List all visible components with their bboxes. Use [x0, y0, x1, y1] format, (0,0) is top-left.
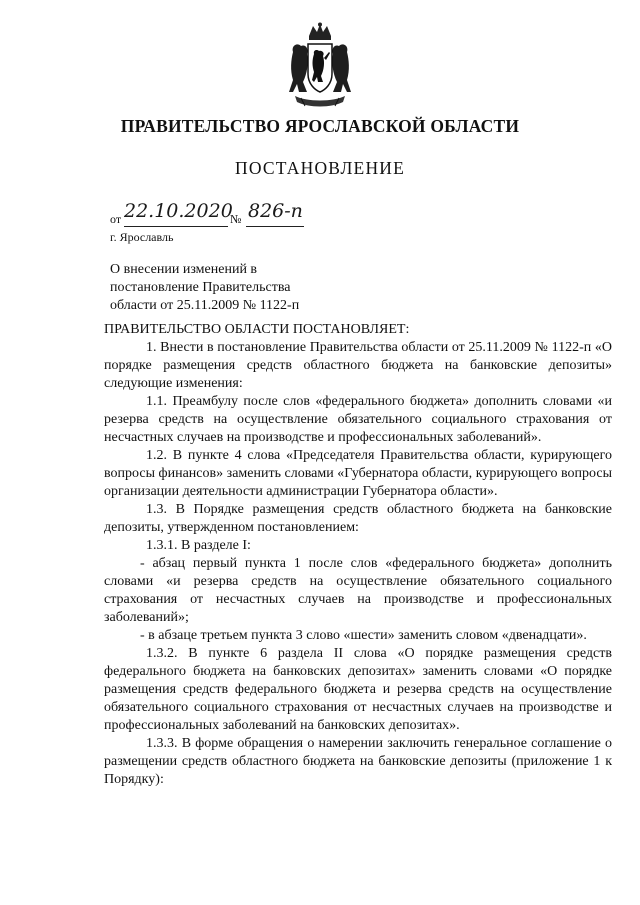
paragraph-1-3-3: 1.3.3. В форме обращения о намерении заключить генеральное соглашение о размещении средств областного бюджета на банковские депозиты (приложение 1 к Порядку): [104, 736, 612, 787]
date-underline [124, 226, 228, 227]
number-underline [246, 226, 304, 227]
paragraph-dash-1: - абзац первый пункта 1 после слов «федерального бюджета» дополнить словами «и резерва средств на осуществление обязательного социального страхования от несчастных случаев на производстве и профессиональных заболеваний»; [104, 556, 612, 625]
resolution-heading: ПРАВИТЕЛЬСТВО ОБЛАСТИ ПОСТАНОВЛЯЕТ: [104, 322, 410, 337]
subject-block [110, 261, 370, 315]
subject-line: О внесении изменений в [110, 262, 258, 277]
subject-line: области от 25.11.2009 № 1122-п [110, 298, 300, 313]
paragraph-1: 1. Внести в постановление Правительства области от 25.11.2009 № 1122-п «О порядке размещения средств областного бюджета на банковские депозиты» следующие изменения: [104, 340, 612, 391]
paragraph-1-3-1: 1.3.1. В разделе I: [146, 538, 251, 553]
document-type-title: ПОСТАНОВЛЕНИЕ [234, 158, 406, 178]
organization-title: ПРАВИТЕЛЬСТВО ЯРОСЛАВСКОЙ ОБЛАСТИ [120, 116, 520, 136]
paragraph-1-3-2: 1.3.2. В пункте 6 раздела II слова «О порядке размещения средств федерального бюджета на банковских депозитах» заменить словами «О порядке размещения средств федерального бюджета и резерва средств на осуществление обязательного социального страхования от несчастных случаев на производстве и профессиональных заболеваний на банковских депозитах». [104, 646, 612, 733]
date-number-line [110, 200, 410, 230]
date-prefix: от [110, 212, 122, 226]
number-prefix: № [230, 212, 242, 226]
city-label: г. Ярославль [110, 230, 174, 244]
paragraph-dash-2: - в абзаце третьем пункта 3 слово «шести» заменить словом «двенадцати». [140, 628, 587, 643]
subject-line: постановление Правительства [110, 280, 291, 295]
date-value: 22.10.2020 [124, 200, 233, 222]
paragraph-1-2: 1.2. В пункте 4 слова «Председателя Правительства области, курирующего вопросы финансов» заменить словами «Губернатора области, курирующего вопросы организации деятельности администрации Губернатора области». [104, 448, 612, 499]
document-body [104, 321, 612, 789]
paragraph-1-3: 1.3. В Порядке размещения средств областного бюджета на банковские депозиты, утвержденном постановлением: [104, 502, 612, 535]
number-value: 826-п [248, 200, 303, 222]
paragraph-1-1: 1.1. Преамбулу после слов «федерального бюджета» дополнить словами «и резерва средств на осуществление обязательного социального страхования от несчастных случаев на производстве и профессиональных заболеваний». [104, 394, 612, 445]
coat-of-arms-icon [287, 22, 353, 108]
